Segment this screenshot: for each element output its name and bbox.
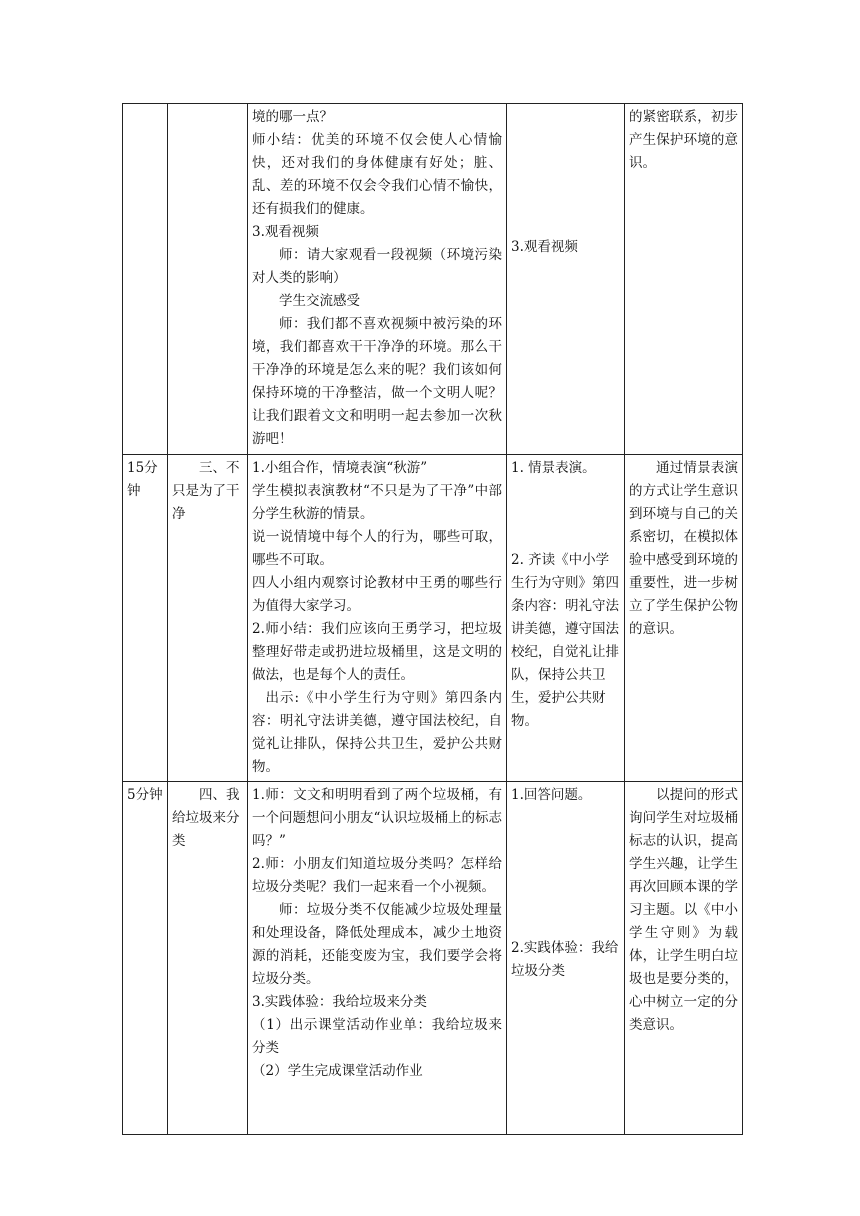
student-line: 2.实践体验：我给垃圾分类 xyxy=(511,940,619,979)
teacher-activity-cell xyxy=(248,104,507,455)
teacher-line: 师小结：优美的环境不仅会使人心情愉快，还对我们的身体健康有好处；脏、乱、差的环境不仅会令我们心情不愉快，还有损我们的健康。 xyxy=(252,132,502,217)
table-row xyxy=(123,782,743,1135)
teacher-line: 2.师：小朋友们知道垃圾分类吗？怎样给垃圾分类呢？我们一起来看一个小视频。 xyxy=(252,856,502,895)
teacher-line: 师：请大家观看一段视频（环境污染对人类的影响） xyxy=(252,247,502,286)
student-activity-cell xyxy=(507,782,625,1135)
teacher-line: 师：我们都不喜欢视频中被污染的环境，我们都喜欢干干净净的环境。那么干干净净的环境是怎么来的呢？我们该如何保持环境的干净整洁，做一个文明人呢？让我们跟着文文和明明一起去参加一次秋游吧！ xyxy=(252,316,502,447)
teacher-line: 1.师：文文和明明看到了两个垃圾桶，有一个问题想问小朋友“认识垃圾桶上的标志吗？” xyxy=(252,787,502,849)
student-activity-cell xyxy=(507,104,625,455)
teacher-line: （1）出示课堂活动作业单：我给垃圾来分类 xyxy=(252,1017,502,1056)
teacher-line: 说一说情境中每个人的行为，哪些可取，哪些不可取。 xyxy=(252,529,502,568)
intent-text: 以提问的形式询问学生对垃圾桶标志的认识，提高学生兴趣，让学生再次回顾本课的学习主题。以《中小学生守则》为载体，让学生明白垃圾也是要分类的，心中树立一定的分类意识。 xyxy=(629,787,738,1033)
teacher-line: 四人小组内观察讨论教材中王勇的哪些行为值得大家学习。 xyxy=(252,575,502,614)
teacher-line: 师：垃圾分类不仅能减少垃圾处理量和处理设备，降低处理成本，减少土地资源的消耗，还能变废为宝，我们要学会将垃圾分类。 xyxy=(252,902,502,987)
student-line: 1.回答问题。 xyxy=(511,787,592,803)
time-cell xyxy=(123,104,168,455)
student-line: 1. 情景表演。 xyxy=(511,460,596,476)
design-intent-cell xyxy=(625,455,743,782)
teacher-line: 3.实践体验：我给垃圾来分类 xyxy=(252,994,427,1010)
teacher-line: （2）学生完成课堂活动作业 xyxy=(252,1063,423,1079)
teacher-line: 学生交流感受 xyxy=(279,293,360,309)
section-cell: 四、我给垃圾来分类 xyxy=(168,782,248,1135)
teacher-line: 3.观看视频 xyxy=(252,224,319,240)
design-intent-cell xyxy=(625,104,743,455)
student-activity-cell xyxy=(507,455,625,782)
lesson-plan-table xyxy=(122,103,743,1135)
teacher-line: 境的哪一点？ xyxy=(252,109,333,125)
section-cell: 三、不只是为了干净 xyxy=(168,455,248,782)
teacher-activity-cell xyxy=(248,782,507,1135)
intent-text: 通过情景表演的方式让学生意识到环境与自己的关系密切，在模拟体验中感受到环境的重要性，进一步树立了学生保护公物的意识。 xyxy=(629,460,738,637)
student-line: 2. 齐读《中小学生行为守则》第四条内容：明礼守法讲美德，遵守国法校纪，自觉礼让排队，保持公共卫生，爱护公共财物。 xyxy=(511,552,619,729)
teacher-line: 学生模拟表演教材“不只是为了干净”中部分学生秋游的情景。 xyxy=(252,483,502,522)
design-intent-cell xyxy=(625,782,743,1135)
student-line: 3.观看视频 xyxy=(511,239,578,255)
table-row xyxy=(123,455,743,782)
teacher-line: 1.小组合作，情境表演“秋游” xyxy=(252,460,428,476)
section-cell xyxy=(168,104,248,455)
time-cell: 15分钟 xyxy=(123,455,168,782)
teacher-line: 2.师小结：我们应该向王勇学习，把垃圾整理好带走或扔进垃圾桶里，这是文明的做法，也是每个人的责任。 xyxy=(252,621,502,683)
teacher-activity-cell xyxy=(248,455,507,782)
intent-text: 的紧密联系，初步产生保护环境的意识。 xyxy=(629,109,738,171)
table-row xyxy=(123,104,743,455)
teacher-line: 出示:《中小学生行为守则》第四条内容：明礼守法讲美德，遵守国法校纪，自觉礼让排队，保持公共卫生，爱护公共财物。 xyxy=(252,690,502,775)
time-cell: 5分钟 xyxy=(123,782,168,1135)
